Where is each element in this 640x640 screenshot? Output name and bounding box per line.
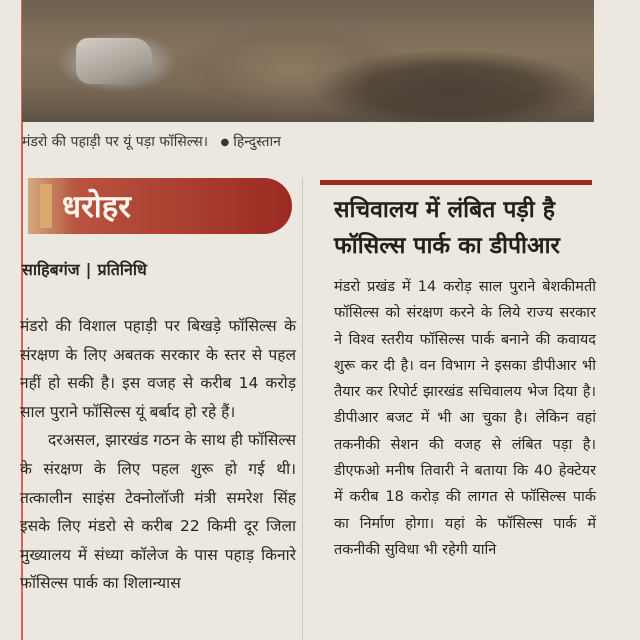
byline-role: प्रतिनिधि (97, 260, 147, 279)
left-paragraph-2: दरअसल, झारखंड गठन के साथ ही फॉसिल्स के संरक्षण के लिए पहल शुरू हो गई थी। तत्कालीन साइंस टेक्नोलॉजी मंत्री समरेश सिंह इसके लिए मंडरो से करीब 22 किमी दूर जिला मुख्यालय में संध्या कॉलेज के पास पहाड़ किनारे फॉसिल्स पार्क का शिलान्यास (20, 431, 296, 593)
byline: साहिबगंज | प्रतिनिधि (22, 260, 147, 279)
title-line-2: फॉसिल्स पार्क का डीपीआर (334, 233, 560, 259)
right-article-title (334, 192, 596, 264)
left-article-body (20, 312, 296, 598)
section-heading: धरोहर (62, 189, 131, 225)
photo-source: ● हिन्दुस्तान (221, 134, 281, 150)
byline-place: साहिबगंज (22, 260, 80, 279)
left-paragraph-1: मंडरो की विशाल पहाड़ी पर बिखड़े फॉसिल्स के संरक्षण के लिए अबतक सरकार के स्तर से पहल नहीं हो सकी है। इस वजह से करीब 14 करोड़ साल पुराने फॉसिल्स यूं बर्बाद हो रहे हैं। (20, 317, 296, 421)
banner-tab (40, 184, 52, 228)
photo-caption (22, 132, 281, 151)
photo-caption-text: मंडरो की पहाड़ी पर यूं पड़ा फॉसिल्स। (22, 134, 209, 150)
fossil-photo (22, 0, 594, 122)
title-line-1: सचिवालय में लंबित पड़ी है (334, 197, 555, 223)
fossil-rock (76, 38, 152, 84)
right-article-body (334, 274, 596, 563)
article-top-rule (320, 180, 592, 185)
column-divider (302, 178, 303, 640)
right-paragraph: मंडरो प्रखंड में 14 करोड़ साल पुराने बेशकीमती फॉसिल्स को संरक्षण करने के लिये राज्य सरकार ने विश्व स्तरीय फॉसिल्स पार्क बनाने की कवायद शुरू कर दी है। वन विभाग ने इसका डीपीआर भी तैयार कर रिपोर्ट झारखंड सचिवालय भेज दिया है। डीपीआर बजट में भी आ चुका है। लेकिन वहां तकनीकी सेशन की वजह से लंबित पड़ा है। डीएफओ मनीष तिवारी ने बताया कि 40 हेक्टेयर में करीब 18 करोड़ की लागत से फॉसिल्स पार्क का निर्माण होगा। यहां के फॉसिल्स पार्क में तकनीकी सुविधा भी रहेगी यानि (334, 279, 596, 558)
section-heading-banner (28, 178, 292, 234)
